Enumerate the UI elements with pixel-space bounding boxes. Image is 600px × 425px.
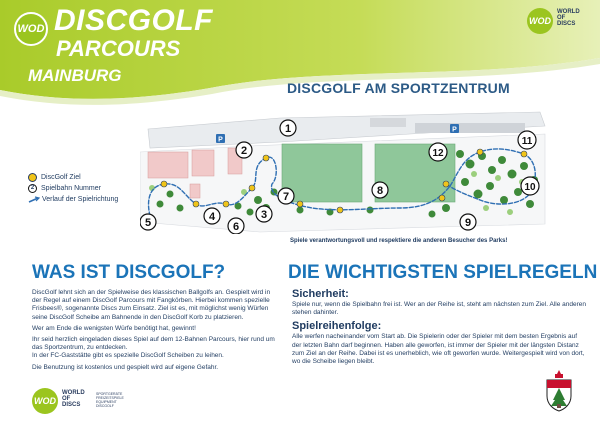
course-map bbox=[140, 104, 550, 234]
intro-paragraph-1: DiscGolf lehnt sich an der Spielweise des klassischen Ballgolfs an. Gespielt wird in der Regel auf einem DiscGolf Parcours mit Fangkörben. Hierbei kommen spezielle Frisbees®, sogenannte Discs zum Einsatz. Ziel ist es, mit möglichst wenig Würfen seine DiscGolf Scheibe am Bahnende in den DiscGolf Korb zu platzieren. bbox=[32, 289, 271, 321]
intro-invite: Ihr seid herzlich eingeladen dieses Spiel auf dem 12-Bahnen Parcours, hier rund um das Sportzentrum, zu entdecken. bbox=[32, 336, 275, 352]
svg-text:9: 9 bbox=[464, 217, 472, 229]
hole-badge-12 bbox=[429, 143, 447, 161]
legend-item-number bbox=[28, 183, 118, 194]
number-badge-icon: 2 bbox=[28, 184, 37, 193]
svg-text:1: 1 bbox=[284, 123, 292, 135]
footer-wod-logo bbox=[32, 388, 122, 414]
brand-line1: WORLD bbox=[557, 9, 580, 15]
legend-label: Verlauf der Spielrichtung bbox=[42, 196, 119, 203]
svg-text:7: 7 bbox=[282, 191, 290, 203]
svg-text:2: 2 bbox=[240, 145, 248, 157]
title-discgolf: DISCGOLF bbox=[54, 4, 213, 37]
legend-label: DiscGolf Ziel bbox=[41, 174, 81, 181]
footer-line1: WORLD bbox=[62, 390, 85, 396]
svg-text:12: 12 bbox=[432, 148, 444, 159]
footer-line2: OF bbox=[62, 396, 71, 402]
rules-order-text: Alle werfen nacheinander vom Start ab. Die Spielerin oder der Spieler mit dem besten Ergebnis auf der letzten Bahn darf beginnen. Haben alle geworfen, ist immer der Spieler mit der längsten Distanz zum Ziel an der Reihe. Dabei ist es unerheblich, wie oft geworfen wurde. Weitergespielt wird von dort, wo die Scheibe liegen bleibt. bbox=[292, 333, 585, 366]
svg-text:8: 8 bbox=[376, 185, 384, 197]
rules-text bbox=[292, 288, 587, 369]
svg-text:3: 3 bbox=[260, 209, 268, 221]
rules-safety-text: Spiele nur, wenn die Spielbahn frei ist. Wer an der Reihe ist, steht am nächsten zum Ziel. Alle anderen stehen dahinter. bbox=[292, 301, 586, 317]
hole-badge-9 bbox=[460, 214, 476, 230]
hole-badge-4 bbox=[204, 208, 220, 224]
heading-rules: DIE WICHTIGSTEN SPIELREGELN bbox=[288, 262, 598, 283]
hole-badge-3 bbox=[256, 206, 272, 222]
intro-paragraph-5: Die Benutzung ist kostenlos und gespielt wird auf eigene Gefahr. bbox=[32, 363, 219, 371]
wod-logo-badge: WOD bbox=[14, 12, 48, 46]
intro-paragraph-3 bbox=[32, 336, 276, 361]
svg-text:11: 11 bbox=[521, 136, 533, 147]
legend-item-direction bbox=[28, 194, 118, 205]
hole-badge-2 bbox=[236, 142, 252, 158]
hole-badge-10 bbox=[521, 177, 539, 195]
hole-badge-8 bbox=[372, 182, 388, 198]
hole-badge-1 bbox=[280, 120, 296, 136]
parking-label: P bbox=[218, 136, 223, 144]
footer-sub3: EQUIPMENT bbox=[96, 400, 117, 404]
rules-order-title: Spielreihenfolge: bbox=[292, 320, 382, 333]
map-caption: Spiele verantwortungsvoll und respektiere die anderen Besucher des Parks! bbox=[290, 238, 508, 244]
svg-text:4: 4 bbox=[208, 211, 216, 223]
intro-rental: In der FC-Gaststätte gibt es spezielle DiscGolf Scheiben zu leihen. bbox=[32, 352, 224, 360]
svg-text:10: 10 bbox=[524, 182, 536, 193]
rules-safety-title: Sicherheit: bbox=[292, 288, 349, 300]
intro-paragraph-2: Wer am Ende die wenigsten Würfe benötigt hat, gewinnt! bbox=[32, 324, 196, 332]
legend-label: Spielbahn Nummer bbox=[41, 185, 101, 192]
brand-line2: OF bbox=[557, 15, 566, 21]
target-icon bbox=[28, 173, 37, 182]
wod-logo-badge-small: WOD bbox=[527, 8, 553, 34]
title-parcours: PARCOURS bbox=[56, 36, 181, 61]
svg-text:5: 5 bbox=[144, 217, 152, 229]
world-of-discs-logo bbox=[527, 8, 587, 44]
building-1 bbox=[148, 152, 188, 178]
footer-line3: DISCS bbox=[62, 402, 81, 408]
map-title: DISCGOLF AM SPORTZENTRUM bbox=[287, 80, 510, 96]
hole-badge-6 bbox=[228, 218, 244, 234]
footer-sub1: SPORTGERÄTE bbox=[96, 392, 123, 396]
building-4 bbox=[190, 184, 200, 198]
hole-badge-5 bbox=[140, 214, 156, 230]
arrow-icon bbox=[28, 196, 40, 204]
brand-line3: DISCS bbox=[557, 21, 576, 27]
hole-badge-7 bbox=[278, 188, 294, 204]
parking-label-2: P bbox=[452, 126, 457, 134]
footer-sub2: FREIZEITSPIELE bbox=[96, 396, 124, 400]
parking-lot-2 bbox=[415, 123, 525, 133]
svg-text:6: 6 bbox=[232, 221, 240, 233]
parking-lot-1 bbox=[370, 118, 406, 127]
building-2 bbox=[192, 150, 214, 176]
footer-sub4: DISCGOLF bbox=[96, 404, 114, 408]
town-crest-icon bbox=[545, 370, 573, 412]
hole-badge-11 bbox=[518, 131, 536, 149]
heading-what-is-discgolf: WAS IST DISCGOLF? bbox=[32, 262, 226, 283]
map-legend bbox=[28, 172, 118, 205]
legend-item-target bbox=[28, 172, 118, 183]
title-mainburg: MAINBURG bbox=[28, 66, 122, 85]
intro-text bbox=[32, 289, 276, 375]
wod-logo-badge-footer: WOD bbox=[32, 388, 58, 414]
